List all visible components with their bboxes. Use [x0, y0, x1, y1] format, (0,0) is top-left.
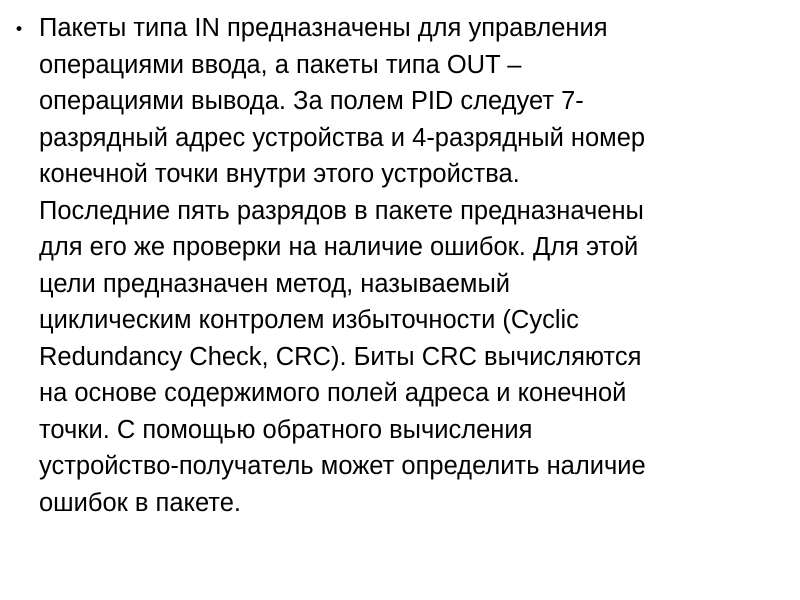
paragraph-line: Последние пять разрядов в пакете предназначены [39, 196, 644, 225]
paragraph [39, 10, 646, 521]
bullet-marker: • [14, 20, 25, 40]
paragraph-line: ошибок в пакете. [39, 488, 241, 517]
paragraph-line: на основе содержимого полей адреса и конечной [39, 379, 627, 407]
paragraph-line: конечной точки внутри этого устройства. [39, 160, 520, 188]
paragraph-line: устройство-получатель может определить наличие [39, 452, 646, 480]
paragraph-line: точки. С помощью обратного вычисления [39, 415, 533, 444]
paragraph-line: Пакеты типа IN предназначены для управления [39, 14, 608, 42]
paragraph-line: операциями ввода, а пакеты типа OUT – [39, 50, 522, 79]
paragraph-line: операциями вывода. За полем PID следует 7- [39, 87, 584, 115]
paragraph-line: цели предназначен метод, называемый [39, 269, 511, 298]
paragraph-line: циклическим контролем избыточности (Cyclic [39, 306, 579, 334]
paragraph-line: разрядный адрес устройства и 4-разрядный номер [39, 123, 646, 152]
paragraph-line: для его же проверки на наличие ошибок. Для этой [39, 233, 639, 261]
paragraph-line: Redundancy Check, CRC). Биты CRC вычисляются [39, 342, 642, 371]
